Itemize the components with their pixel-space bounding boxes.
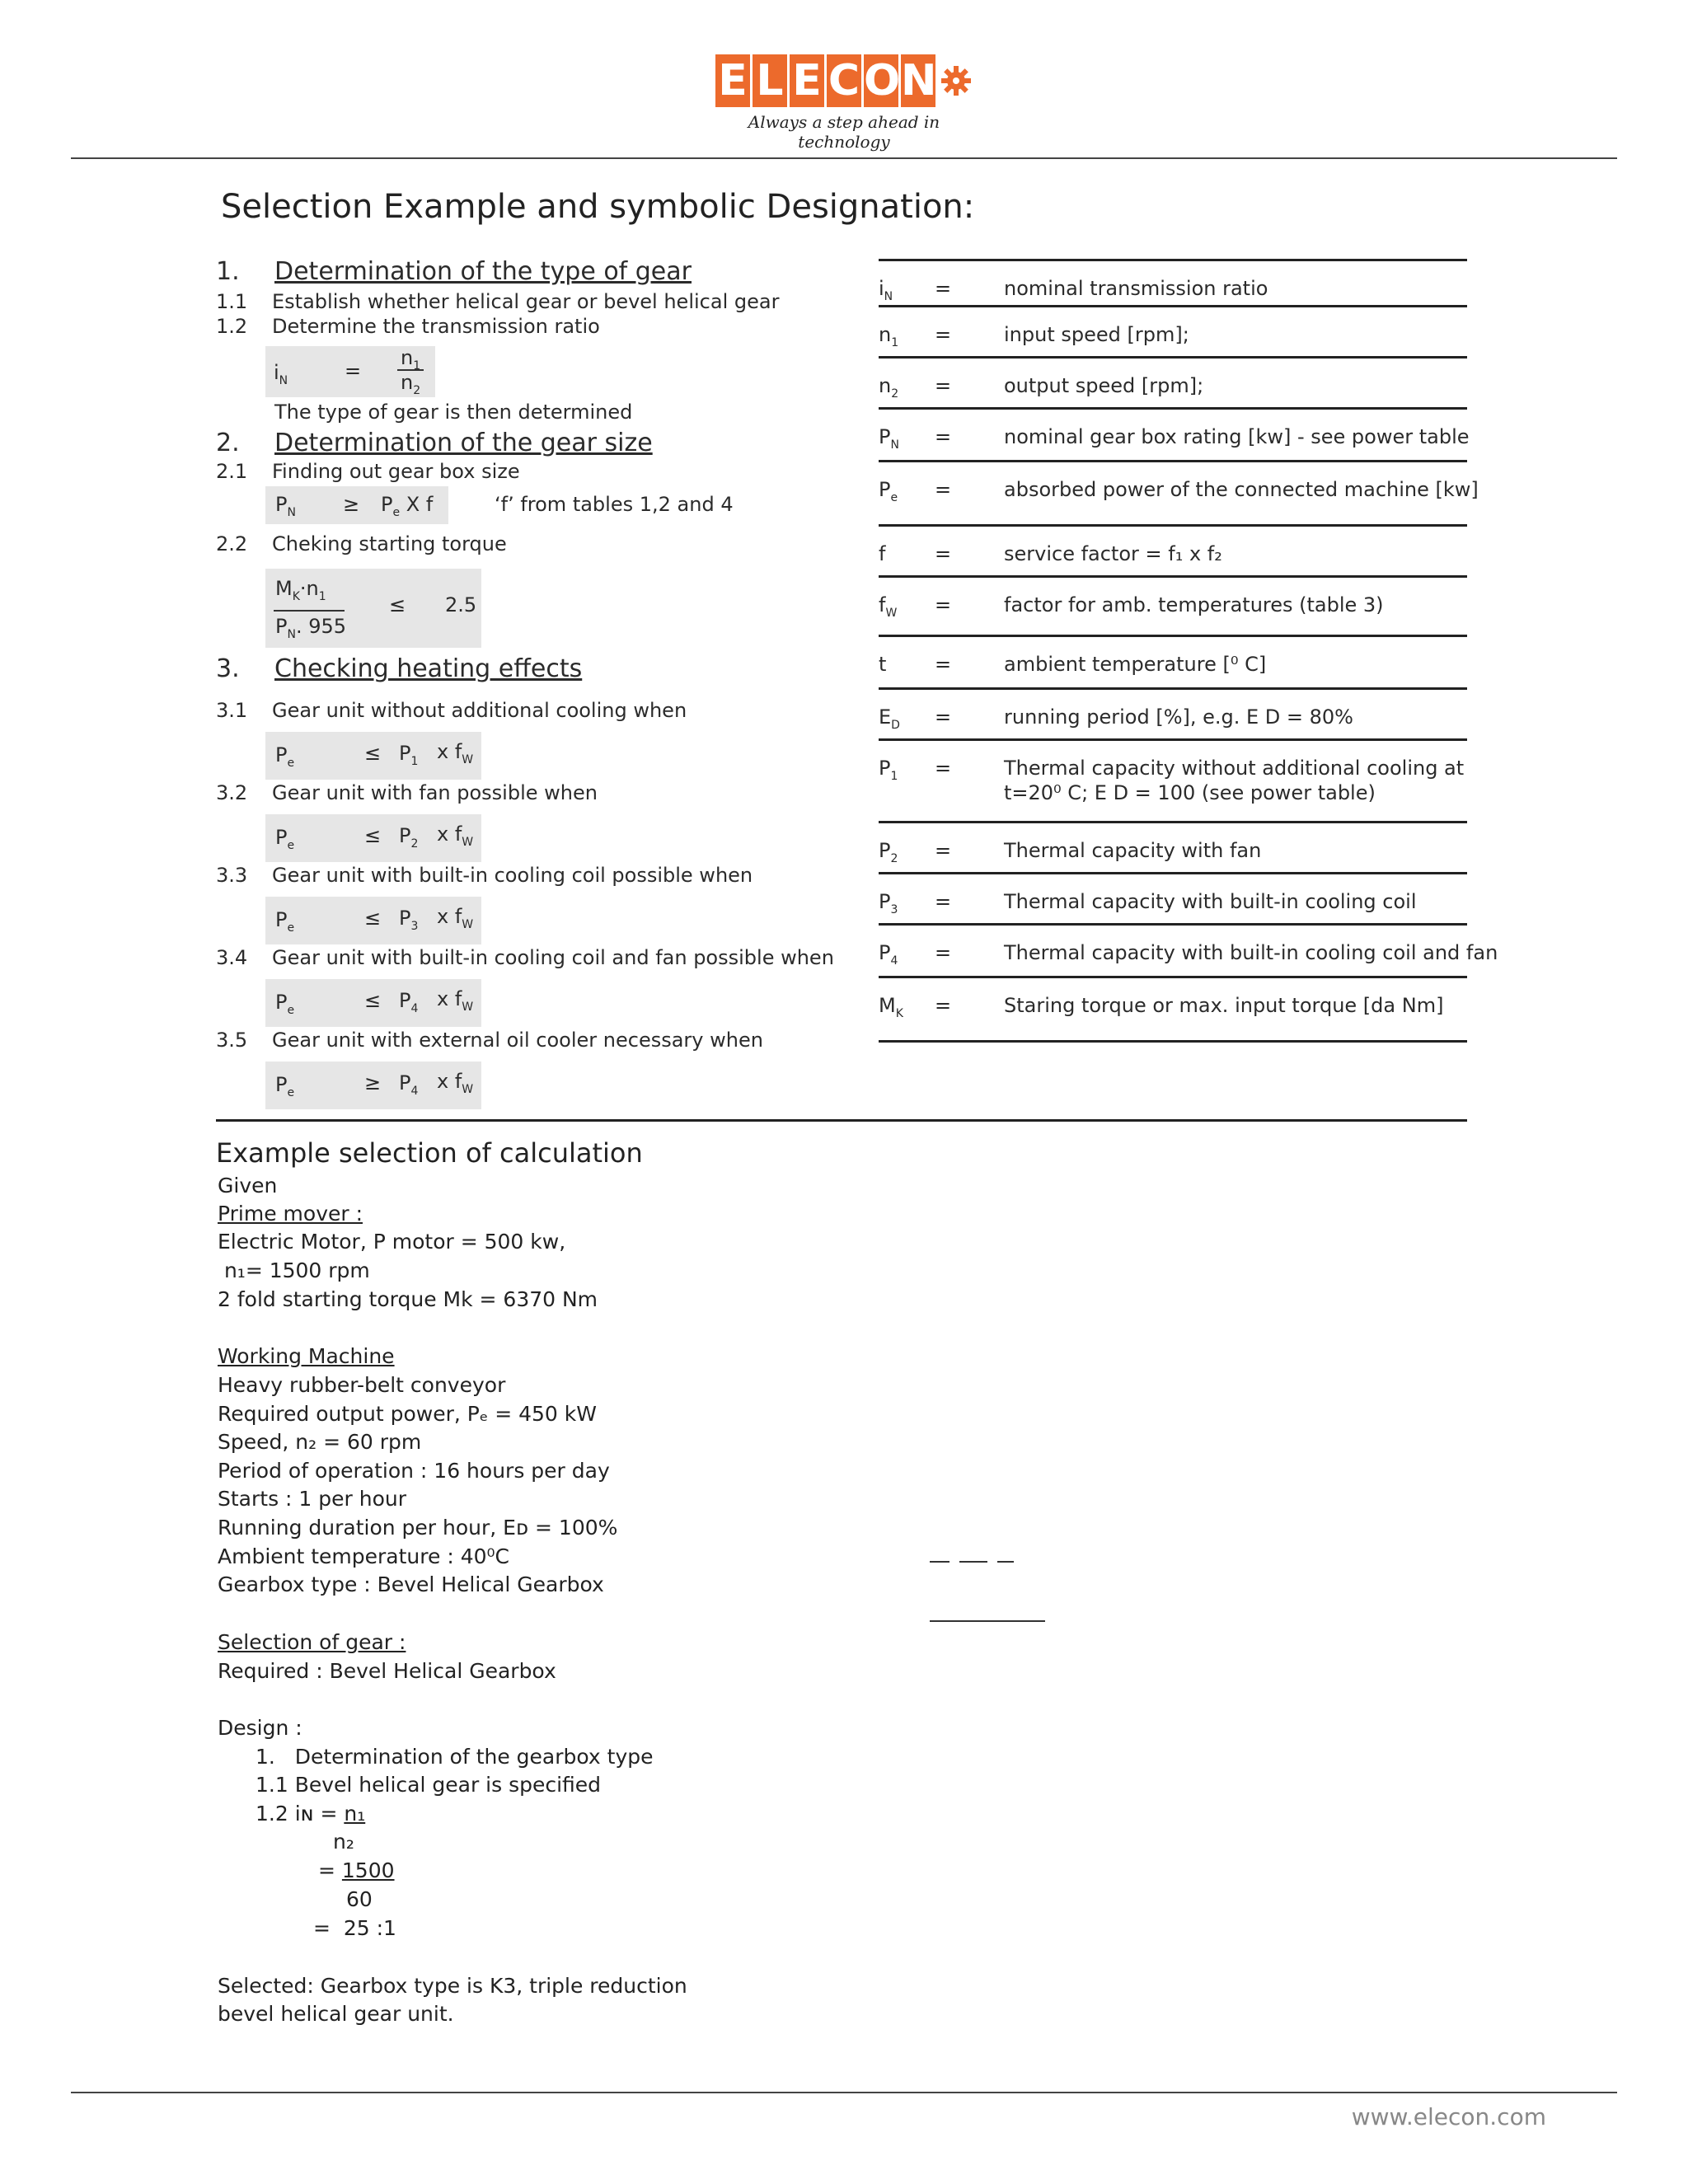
glossary-description: Thermal capacity without additional cooling at xyxy=(1004,757,1465,780)
logo-letter: C xyxy=(828,56,860,105)
logo-letter: L xyxy=(753,54,787,107)
section-1-2-text: Determine the transmission ratio xyxy=(272,315,600,338)
example-heading: Example selection of calculation xyxy=(216,1137,643,1169)
pn-symbol: $P_N$ xyxy=(275,493,296,519)
heat-p: $P_4$ xyxy=(399,989,419,1015)
torque-formula-box xyxy=(265,569,481,648)
prime-mover-line-3: 2 fold starting torque Mk = 6370 Nm xyxy=(218,1287,598,1311)
glossary-description: Thermal capacity with fan xyxy=(1004,839,1262,862)
prime-mover-label: Prime mover : xyxy=(218,1202,363,1226)
heat-fw: x $f_W$ xyxy=(437,823,474,849)
glossary-rule xyxy=(879,1040,1467,1043)
heat-fw: x $f_W$ xyxy=(437,740,474,766)
ratio-numerator-n1: n₁ xyxy=(344,1802,366,1825)
glossary-rule xyxy=(879,305,1467,307)
torque-limit-value: 2.5 xyxy=(445,593,477,616)
elecon-logo xyxy=(715,54,938,107)
glossary-description: Thermal capacity with built-in cooling coil and fan xyxy=(1004,941,1498,964)
working-machine-item: Speed, n₂ = 60 rpm xyxy=(218,1430,422,1455)
glossary-description: output speed [rpm]; xyxy=(1004,374,1204,397)
glossary-rule xyxy=(879,976,1467,978)
gear-icon xyxy=(940,64,973,97)
working-machine-item: Ambient temperature : 40⁰C xyxy=(218,1544,509,1568)
glossary-symbol: $P_N$ xyxy=(879,425,899,452)
header-rule xyxy=(71,157,1617,159)
heat-number: 3.1 xyxy=(216,699,248,722)
working-machine-item: Gearbox type : Bevel Helical Gearbox xyxy=(218,1572,604,1597)
glossary-symbol: $P_4$ xyxy=(879,941,898,968)
selected-line-2: bevel helical gear unit. xyxy=(218,2002,454,2026)
type-determined-text: The type of gear is then determined xyxy=(274,401,633,424)
logo-letter: O xyxy=(864,56,901,105)
glossary-symbol: $E_D$ xyxy=(879,705,900,732)
gearbox-size-formula-box xyxy=(265,486,448,524)
glossary-description: factor for amb. temperatures (table 3) xyxy=(1004,593,1384,616)
glossary-description: input speed [rpm]; xyxy=(1004,323,1189,346)
heat-fw: x $f_W$ xyxy=(437,987,474,1014)
glossary-rule xyxy=(879,524,1467,527)
footer-url: www.elecon.com xyxy=(1351,2103,1546,2130)
glossary-symbol: $P_3$ xyxy=(879,890,898,916)
heat-formula-box xyxy=(265,1062,481,1109)
heat-pe: $P_e$ xyxy=(275,826,295,852)
heat-text: Gear unit with built-in cooling coil and fan possible when xyxy=(272,946,834,969)
design-step-1-2: 1.2 iɴ = n₁ xyxy=(256,1802,366,1825)
glossary-description: absorbed power of the connected machine [kw] xyxy=(1004,478,1479,501)
glossary-equals: = xyxy=(935,277,952,300)
glossary-symbol: $i_N$ xyxy=(879,277,893,303)
ratio-symbol: $i_N$ xyxy=(274,361,288,387)
given-label: Given xyxy=(218,1174,278,1197)
section-2-2-text: Cheking starting torque xyxy=(272,532,507,555)
heat-number: 3.2 xyxy=(216,781,248,804)
heat-p: $P_1$ xyxy=(399,742,419,768)
ratio-denominator: $n_2$ xyxy=(401,371,421,397)
glossary-equals: = xyxy=(935,542,952,565)
ratio-60: 60 xyxy=(346,1887,373,1911)
glossary-description: running period [%], e.g. E D = 80% xyxy=(1004,705,1353,729)
heat-fw: x $f_W$ xyxy=(437,905,474,931)
glossary-equals: = xyxy=(935,323,952,346)
logo-letter: N xyxy=(901,56,937,105)
section-3-number: 3. xyxy=(216,654,240,683)
glossary-symbol: $n_1$ xyxy=(879,323,899,349)
prime-mover-line-2: n₁= 1500 rpm xyxy=(218,1258,370,1282)
heat-p: $P_2$ xyxy=(399,824,419,851)
section-2-1-number: 2.1 xyxy=(216,460,248,483)
glossary-description: nominal gear box rating [kw] - see power table xyxy=(1004,425,1470,448)
section-divider xyxy=(216,1119,1467,1122)
torque-denominator: $P_N$. 955 xyxy=(275,615,347,641)
section-2-heading: Determination of the gear size xyxy=(274,429,653,457)
design-step-1-1: 1.1 Bevel helical gear is specified xyxy=(256,1773,602,1797)
glossary-symbol: $P_2$ xyxy=(879,839,898,865)
glossary-equals: = xyxy=(935,653,952,676)
design-step-1: 1. Determination of the gearbox type xyxy=(256,1745,654,1769)
glossary-symbol: $P_e$ xyxy=(879,478,898,504)
heat-operator: ≥ xyxy=(364,1071,382,1094)
heat-formula-box xyxy=(265,814,481,862)
heat-pe: $P_e$ xyxy=(275,743,295,770)
required-line: Required : Bevel Helical Gearbox xyxy=(218,1659,556,1683)
heat-formula-box xyxy=(265,897,481,944)
glossary-equals: = xyxy=(935,890,952,913)
section-1-1-number: 1.1 xyxy=(216,290,248,313)
glossary-symbol: $P_1$ xyxy=(879,757,898,783)
section-2-1-text: Finding out gear box size xyxy=(272,460,520,483)
working-machine-item: Heavy rubber-belt conveyor xyxy=(218,1373,506,1397)
glossary-equals: = xyxy=(935,994,952,1017)
glossary-description: Staring torque or max. input torque [da Nm] xyxy=(1004,994,1444,1017)
glossary-description: service factor = f₁ x f₂ xyxy=(1004,542,1222,565)
section-1-heading: Determination of the type of gear xyxy=(274,257,692,286)
heat-fw: x $f_W$ xyxy=(437,1070,474,1096)
heat-operator: ≤ xyxy=(364,907,382,930)
dash-mark xyxy=(959,1561,987,1563)
section-1-1-text: Establish whether helical gear or bevel helical gear xyxy=(272,290,780,313)
ratio-formula-box xyxy=(265,346,435,397)
glossary-equals: = xyxy=(935,478,952,501)
ratio-1500: 1500 xyxy=(341,1858,395,1882)
glossary-symbol: $f_W$ xyxy=(879,593,898,620)
glossary-rule xyxy=(879,821,1467,823)
prime-mover-line-1: Electric Motor, P motor = 500 kw, xyxy=(218,1230,566,1254)
section-2-2-number: 2.2 xyxy=(216,532,248,555)
working-machine-item: Running duration per hour, Eᴅ = 100% xyxy=(218,1516,618,1540)
glossary-rule xyxy=(879,635,1467,637)
page-title: Selection Example and symbolic Designation: xyxy=(221,188,975,226)
glossary-rule xyxy=(879,356,1467,359)
dash-mark xyxy=(997,1561,1014,1563)
glossary-equals: = xyxy=(935,374,952,397)
glossary-rule xyxy=(879,259,1467,261)
glossary-description: nominal transmission ratio xyxy=(1004,277,1268,300)
glossary-rule xyxy=(879,407,1467,410)
heat-number: 3.4 xyxy=(216,946,248,969)
working-machine-item: Period of operation : 16 hours per day xyxy=(218,1458,610,1483)
greater-equal: ≥ xyxy=(343,493,360,516)
glossary-rule xyxy=(879,687,1467,690)
glossary-symbol: $M_K$ xyxy=(879,994,903,1020)
heat-text: Gear unit without additional cooling when xyxy=(272,699,687,722)
heat-text: Gear unit with external oil cooler necessary when xyxy=(272,1029,763,1052)
ratio-numerator: $n_1$ xyxy=(397,346,424,371)
ratio-denominator-n2: n₂ xyxy=(333,1830,354,1854)
heat-operator: ≤ xyxy=(364,989,382,1012)
logo-letter: E xyxy=(790,54,824,107)
design-label: Design : xyxy=(218,1716,302,1740)
selected-line-1: Selected: Gearbox type is K3, triple reduction xyxy=(218,1974,687,1998)
glossary-rule xyxy=(879,460,1467,462)
heat-operator: ≤ xyxy=(364,742,382,765)
working-machine-item: Starts : 1 per hour xyxy=(218,1487,407,1511)
glossary-equals: = xyxy=(935,593,952,616)
glossary-rule xyxy=(879,738,1467,741)
glossary-rule xyxy=(879,575,1467,578)
tagline: Always a step ahead in technology xyxy=(748,112,940,152)
heat-number: 3.5 xyxy=(216,1029,248,1052)
glossary-equals: = xyxy=(935,839,952,862)
glossary-equals: = xyxy=(935,425,952,448)
torque-numerator: $M_K\cdot n_1$ xyxy=(275,577,326,603)
glossary-symbol: f xyxy=(879,542,886,565)
glossary-symbol: $n_2$ xyxy=(879,374,899,401)
heat-formula-box xyxy=(265,979,481,1027)
f-tables-note: ‘f’ from tables 1,2 and 4 xyxy=(495,493,734,516)
heat-pe: $P_e$ xyxy=(275,991,295,1017)
heat-p: $P_3$ xyxy=(399,907,419,933)
ratio-value-line: = 1500 xyxy=(318,1858,395,1882)
heat-pe: $P_e$ xyxy=(275,1073,295,1099)
section-2-number: 2. xyxy=(216,429,240,457)
ratio-equals: = xyxy=(345,359,362,382)
working-machine-item: Required output power, Pₑ = 450 kW xyxy=(218,1401,597,1426)
glossary-rule xyxy=(879,923,1467,926)
heat-number: 3.3 xyxy=(216,864,248,887)
section-1-2-number: 1.2 xyxy=(216,315,248,338)
section-1-number: 1. xyxy=(216,257,240,286)
section-3-heading: Checking heating effects xyxy=(274,654,583,683)
heat-text: Gear unit with built-in cooling coil possible when xyxy=(272,864,753,887)
glossary-symbol: t xyxy=(879,653,887,676)
glossary-description: ambient temperature [⁰ C] xyxy=(1004,653,1267,676)
heat-text: Gear unit with fan possible when xyxy=(272,781,598,804)
footer-rule xyxy=(71,2092,1617,2093)
selection-of-gear-label: Selection of gear : xyxy=(218,1630,406,1654)
pe-symbol: $P_e$ X f xyxy=(381,493,434,519)
glossary-description: Thermal capacity with built-in cooling coil xyxy=(1004,890,1417,913)
heat-p: $P_4$ xyxy=(399,1071,419,1098)
less-equal: ≤ xyxy=(389,593,406,616)
working-machine-label: Working Machine xyxy=(218,1344,395,1368)
glossary-equals: = xyxy=(935,705,952,729)
torque-fraction-line xyxy=(274,610,345,612)
glossary-rule xyxy=(879,872,1467,874)
heat-operator: ≤ xyxy=(364,824,382,847)
glossary-equals: = xyxy=(935,941,952,964)
glossary-equals: = xyxy=(935,757,952,780)
heat-pe: $P_e$ xyxy=(275,908,295,935)
underline-mark xyxy=(930,1620,1045,1622)
glossary-description-cont: t=20⁰ C; E D = 100 (see power table) xyxy=(1004,781,1376,804)
heat-formula-box xyxy=(265,732,481,780)
dash-mark xyxy=(930,1561,950,1563)
logo-letter: E xyxy=(715,54,750,107)
ratio-result: = 25 :1 xyxy=(313,1916,396,1940)
